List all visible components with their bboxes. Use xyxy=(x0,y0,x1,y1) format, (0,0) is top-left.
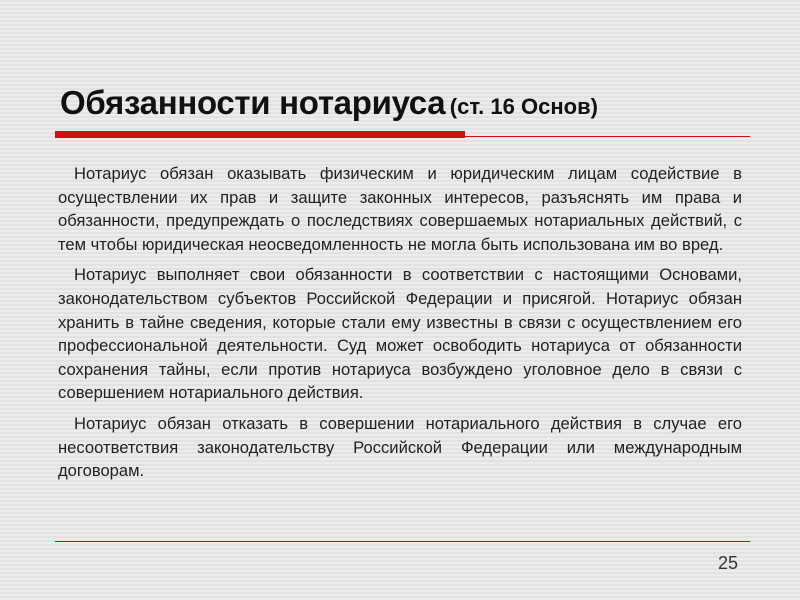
footer-divider xyxy=(55,541,750,542)
page-number: 25 xyxy=(717,553,738,573)
paragraph: Нотариус выполняет свои обязанности в соответствии с настоящими Основами, законодательством субъектов Российской Федерации и присягой. Нотариус обязан хранить в тайне сведения, которые стали ему известны в связи с осуществлением его профессиональной деятельности. Суд может освободить нотариуса от обязанности сохранения тайны, если против нотариуса возбуждено уголовное дело в связи с совершением нотариального действия. xyxy=(58,265,742,403)
slide-title xyxy=(60,84,760,134)
paragraph: Нотариус обязан отказать в совершении нотариального действия в случае его несоответствия законодательству Российской Федерации или международным договорам. xyxy=(58,413,742,481)
slide-body xyxy=(58,162,742,490)
title-article-note: (ст. 16 Основ) xyxy=(449,94,598,119)
title-text: Обязанности нотариуса xyxy=(60,84,446,121)
paragraph: Нотариус обязан оказывать физическим и юридическим лицам содействие в осуществлении их прав и защите законных интересов, разъяснять им права и обязанности, предупреждать о последствиях совершаемых нотариальных действий, с тем чтобы юридическая неосведомленность не могла быть использована им во вред. xyxy=(58,164,742,254)
title-divider-accent xyxy=(55,131,465,138)
